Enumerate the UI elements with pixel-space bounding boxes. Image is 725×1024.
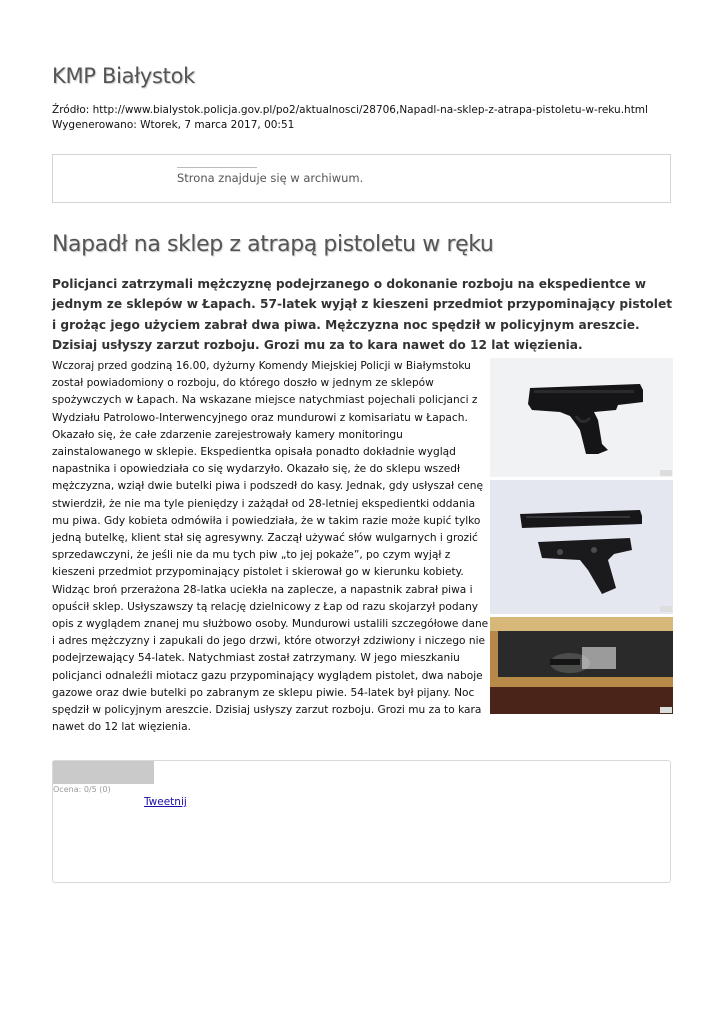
disassembled-pistol-photo[interactable] bbox=[490, 480, 673, 614]
pistol-image bbox=[490, 358, 673, 477]
generated-date: Wygenerowano: Wtorek, 7 marca 2017, 00:51 bbox=[52, 119, 295, 131]
article-lead: Policjanci zatrzymali mężczyznę podejrzanego o dokonanie rozboju na ekspedientce w jednym ze sklepów w Łapach. 57-latek wyjął z kieszeni przedmiot przypominający pistolet i grożąc jego użyciem zabrał dwa piwa. Mężczyzna noc spędził w policyjnym areszcie. Dzisiaj usłyszy zarzut rozboju. Grozi mu za to kara nawet do 12 lat więzienia. bbox=[52, 277, 673, 352]
pistol-photo[interactable] bbox=[490, 358, 673, 477]
divider bbox=[177, 167, 257, 168]
article-body: Wczoraj przed godziną 16.00, dyżurny Komendy Miejskiej Policji w Białymstoku został powiadomiony o rozboju, do którego doszło w jednym ze sklepów spożywczych w Łapach. Na wskazane miejsce natychmiast pojechali policjanci z Wydziału Patrolowo-Interwencyjnego oraz mundurowi z komisariatu w Łapach. Okazało się, że całe zdarzenie zarejestrowały kamery monitoringu zainstalowanego w sklepie. Ekspedientka opisała ponadto dokładnie wygląd napastnika i opowiedziała co się wydarzyło. Okazało się, że do sklepu wszedł mężczyzna, wziął dwie butelki piwa i podszedł do kasy. Jednak, gdy usłyszał cenę stwierdził, że nie ma tyle pieniędzy i zażądał od 28-letniej ekspedientki oddania mu piwa. Gdy kobieta odmówiła i powiedziała, że w takim razie może kupić tylko jedną butelkę, klient stał się agresywny. Zaczął używać słów wulgarnych i grozić sprzedawczyni, że jeśli nie da mu tych piw „to jej pokaże”, po czym wyjął z kieszeni przedmiot przypominający pistolet i skierował go w kierunku kobiety. Widząc broń przerażona 28-latka uciekła na zaplecze, a napastnik zabrał piwa i opuścił sklep. Usłyszawszy tą relację dzielnicowy z Łap od razu skojarzył podany opis z wyglądem znanej mu służbowo osoby. Mundurowi ustalili szczegółowe dane i adres mężczyzny i zapukali do jego drzwi, które otworzył zdziwiony i niczego nie podejrzewający 54-latek. Natychmiast został zatrzymany. W jego mieszkaniu policjanci odnaleźli miotacz gazu przypominający wyglądem pistolet, dwa naboje gazowe oraz dwie butelki po zabranym ze sklepu piwie. 54-latek był pijany. Noc spędził w policyjnym areszcie. Dzisiaj usłyszy zarzut rozboju. Grozi mu za to kara nawet do 12 lat więzienia. bbox=[52, 360, 489, 734]
page-meta bbox=[52, 103, 648, 133]
archive-notice: Strona znajduje się w archiwum. bbox=[177, 171, 364, 185]
disassembled-pistol-image bbox=[490, 480, 673, 614]
evidence-image bbox=[490, 617, 673, 714]
rating-stars[interactable] bbox=[53, 761, 154, 784]
rating-box bbox=[52, 760, 671, 883]
evidence-photo[interactable] bbox=[490, 617, 673, 714]
archive-notice-box bbox=[52, 154, 671, 203]
site-title: KMP Białystok bbox=[52, 64, 196, 88]
tweet-link[interactable]: Tweetnij bbox=[144, 796, 187, 808]
source-url: Źródło: http://www.bialystok.policja.gov.pl/po2/aktualnosci/28706,Napadl-na-sklep-z-atrapa-pistoletu-w-reku.html bbox=[52, 104, 648, 116]
rating-label: Ocena: 0/5 (0) bbox=[53, 785, 111, 794]
article-title: Napadł na sklep z atrapą pistoletu w ręku bbox=[52, 232, 494, 257]
